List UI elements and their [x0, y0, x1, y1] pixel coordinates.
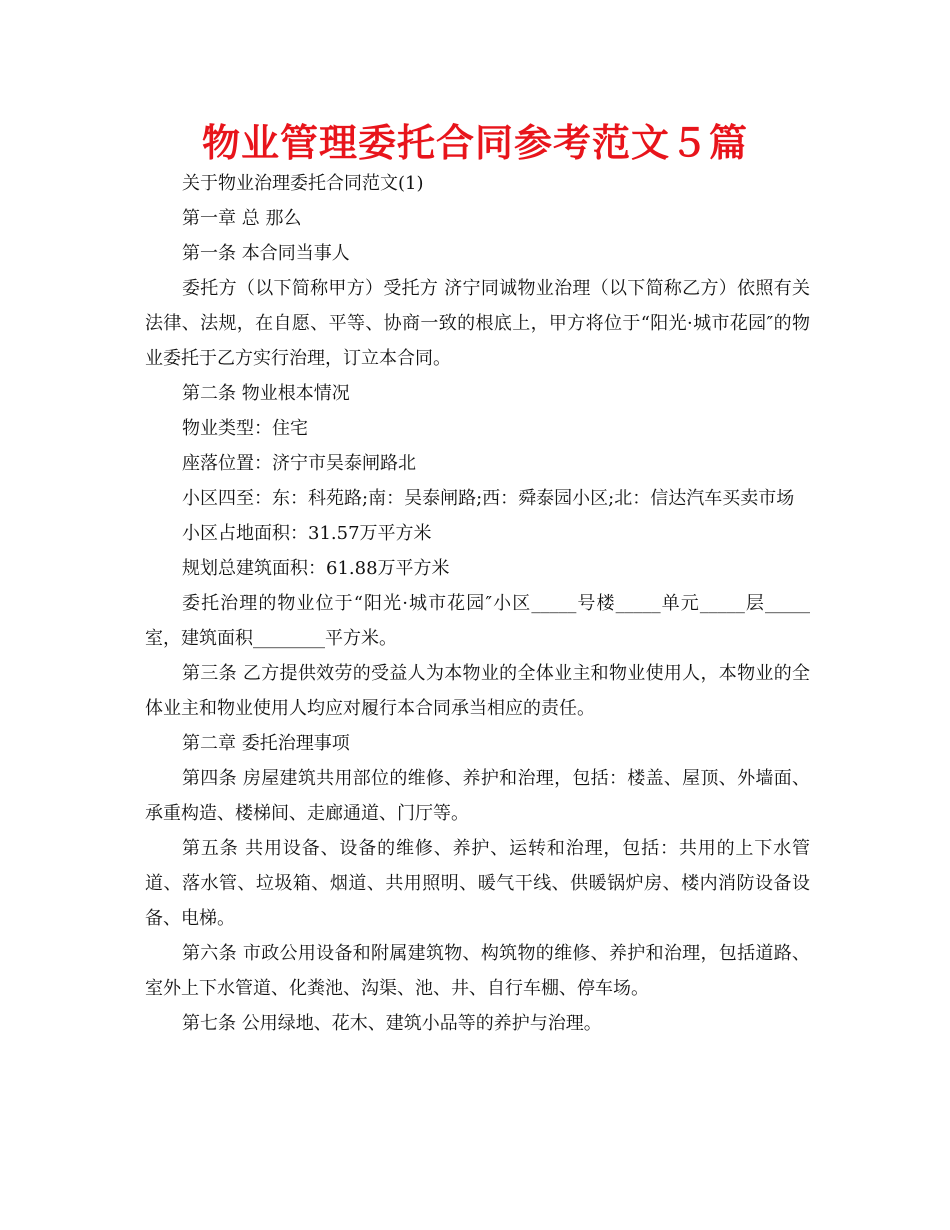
paragraph-parties: 委托方（以下简称甲方）受托方 济宁同诚物业治理（以下简称乙方）依照有关法律、法规，在自愿、平等、协商一致的根底上，甲方将位于“阳光·城市花园″的物业委托于乙方实行治理，订立本合同。	[145, 278, 810, 369]
paragraph-chapter-2: 第二章 委托治理事项	[182, 733, 350, 754]
paragraph-article-4: 第四条 房屋建筑共用部位的维修、养护和治理，包括：楼盖、屋顶、外墙面、承重构造、楼梯间、走廊通道、门厅等。	[145, 768, 810, 824]
paragraph-article-6: 第六条 市政公用设备和附属建筑物、构筑物的维修、养护和治理，包括道路、室外上下水管道、化粪池、沟渠、池、井、自行车棚、停车场。	[145, 943, 810, 999]
paragraph-land-area: 小区占地面积：31.57万平方米	[182, 523, 432, 544]
paragraph-building-area: 规划总建筑面积：61.88万平方米	[182, 558, 450, 579]
paragraph-chapter-1: 第一章 总 那么	[182, 208, 302, 229]
paragraph-article-3: 第三条 乙方提供效劳的受益人为本物业的全体业主和物业使用人，本物业的全体业主和物业使用人均应对履行本合同承当相应的责任。	[145, 663, 810, 719]
paragraph-property-type: 物业类型：住宅	[182, 418, 308, 439]
paragraph-unit-info: 委托治理的物业位于“阳光·城市花园″小区_____号楼_____单元_____层_____室，建筑面积________平方米。	[145, 593, 810, 649]
document-body	[145, 166, 810, 1041]
paragraph-boundaries: 小区四至：东：科苑路;南：吴泰闸路;西：舜泰园小区;北：信达汽车买卖市场	[182, 488, 795, 509]
paragraph-article-5: 第五条 共用设备、设备的维修、养护、运转和治理，包括：共用的上下水管道、落水管、垃圾箱、烟道、共用照明、暖气干线、供暖锅炉房、楼内消防设备设备、电梯。	[145, 838, 810, 929]
paragraph-contract-heading: 关于物业治理委托合同范文(1)	[182, 173, 424, 194]
paragraph-article-1: 第一条 本合同当事人	[182, 243, 350, 264]
document-title: 物业管理委托合同参考范文５篇	[201, 121, 748, 165]
paragraph-article-7: 第七条 公用绿地、花木、建筑小品等的养护与治理。	[182, 1013, 602, 1034]
paragraph-location: 座落位置：济宁市吴泰闸路北	[182, 453, 416, 474]
paragraph-article-2: 第二条 物业根本情况	[182, 383, 350, 404]
